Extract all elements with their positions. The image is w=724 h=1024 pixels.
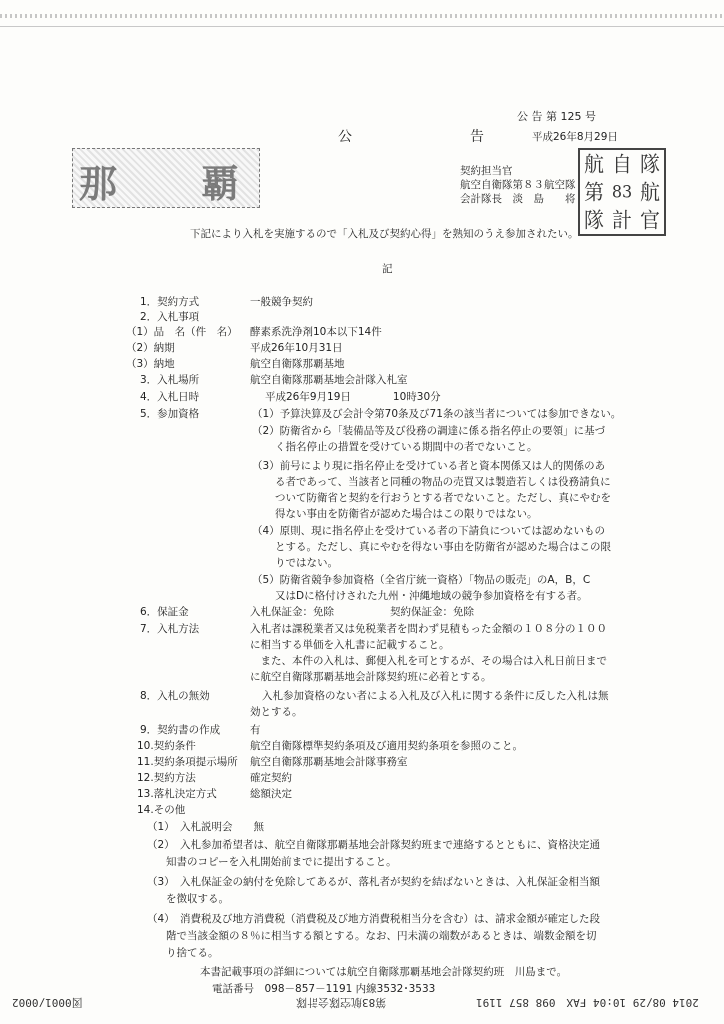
invalid-line: 効とする。 <box>250 706 303 718</box>
page-title: 公 告 <box>338 129 536 145</box>
officer-line: 契約担当官 <box>460 165 513 177</box>
item-label: 14.その他 <box>137 804 186 816</box>
seal-char: 航 <box>584 151 604 177</box>
item-value: 航空自衛隊那覇基地会計隊入札室 <box>250 374 408 386</box>
seal-char: 計 <box>612 207 632 233</box>
fax-page-count: 図0001/0002 <box>12 996 83 1009</box>
item-label: （3）納地 <box>126 358 175 370</box>
item-label: 5．参加資格 <box>140 408 200 420</box>
other-line: 入札説明会 無 <box>180 821 264 833</box>
footer-phone: 電話番号 098－857－1191 内線3532･3533 <box>212 983 436 995</box>
qual-line: （2）防衛省から「装備品等及び役務の調達に係る指名停止の要領」に基づ <box>252 425 606 437</box>
qual-line: （3）前号により現に指名停止を受けている者と資本関係又は人的関係のあ <box>252 460 606 472</box>
qual-line: く指名停止の措置を受けている期間中の者でないこと。 <box>275 441 538 453</box>
seal-char: 第 <box>584 179 604 205</box>
other-line: 知書のコピーを入札開始前までに提出すること。 <box>166 856 397 868</box>
item-value: 航空自衛隊那覇基地 <box>250 358 345 370</box>
item-value: 平成26年10月31日 <box>250 342 343 354</box>
method-line: 入札者は課税業者又は免税業者を問わず見積もった金額の１０８分の１００ <box>250 623 607 635</box>
item-value: 航空自衛隊標準契約条項及び適用契約条項を参照のこと。 <box>250 740 523 752</box>
scan-noise-top <box>0 14 724 18</box>
item-label: 4．入札日時 <box>140 391 200 403</box>
method-line: に相当する単価を入札書に記載すること。 <box>250 639 450 651</box>
seal-char: 83 <box>611 181 633 202</box>
other-line: 消費税及び地方消費税（消費税及び地方消費税相当分を含む）は、請求金額が確定した段 <box>180 913 600 925</box>
item-label: 12.契約方法 <box>137 772 196 784</box>
qual-line: （4）原則、現に指名停止を受けている者の下請負については認めないもの <box>252 525 605 537</box>
qual-line: りではない。 <box>275 557 338 569</box>
officer-line: 会計隊長 淡 島 将 <box>460 193 576 205</box>
other-number: （4） <box>147 913 175 925</box>
item-label: （1）品 名（件 名） <box>126 326 238 338</box>
stamp-char: 那 <box>79 162 120 206</box>
footer-contact: 本書記載事項の詳細については航空自衛隊那覇基地会計隊契約班 川島まで。 <box>200 966 568 978</box>
other-line: 入札保証金の納付を免除してあるが、落札者が契約を結ばないときは、入札保証金相当額 <box>180 876 600 888</box>
fax-sender: 第83航空隊会計隊 <box>296 996 387 1009</box>
invalid-line: 入札参加資格のない者による入札及び入札に関する条件に反した入札は無 <box>262 690 609 702</box>
item-label: 8．入札の無効 <box>140 690 210 702</box>
method-line: に航空自衛隊那覇基地会計隊契約班に必着とする。 <box>250 671 492 683</box>
other-line: 階で当該金額の８％に相当する額とする。なお、円未満の端数があるときは、端数金額を切 <box>166 930 597 942</box>
bid-guarantee: 入札保証金：免除 <box>250 606 334 618</box>
seal-char: 自 <box>612 151 632 177</box>
item-label: （2）納期 <box>126 342 175 354</box>
intro-text: 下記により入札を実施するので「入札及び契約心得」を熟知のうえ参加されたい。 <box>190 228 579 240</box>
scan-line <box>0 26 724 27</box>
qual-line: 又はDに格付けされた九州・沖縄地域の競争参加資格を有する者。 <box>275 590 588 602</box>
seal-char: 隊 <box>640 151 660 177</box>
naha-stamp <box>72 148 260 208</box>
other-number: （2） <box>147 839 175 851</box>
qual-line: る者であって、当該者と同種の物品の売買又は製造若しくは役務請負に <box>275 476 611 488</box>
qual-line: （5）防衛省競争参加資格（全省庁統一資格）「物品の販売」のA，B，C <box>252 574 591 586</box>
officer-line: 航空自衛隊第８３航空隊 <box>460 179 576 191</box>
official-seal <box>578 148 666 236</box>
seal-char: 官 <box>640 207 660 233</box>
item-label: 6．保証金 <box>140 606 189 618</box>
item-value: 酵素系洗浄剤10本以下14件 <box>250 326 382 338</box>
seal-char: 隊 <box>584 207 604 233</box>
item-value: 総額決定 <box>250 788 292 800</box>
item-value: 平成26年9月19日 10時30分 <box>265 391 441 403</box>
item-label: 3．入札場所 <box>140 374 200 386</box>
item-label: 9．契約書の作成 <box>140 724 221 736</box>
other-number: （3） <box>147 876 175 888</box>
other-line: り捨てる。 <box>166 947 219 959</box>
item-label: 13.落札決定方式 <box>137 788 217 800</box>
qual-line: とする。ただし、真にやむを得ない事由を防衛省が認めた場合はこの限 <box>275 541 611 553</box>
other-line: を徴収する。 <box>166 893 229 905</box>
item-value: 確定契約 <box>250 772 292 784</box>
other-line: 入札参加希望者は、航空自衛隊那覇基地会計隊契約班まで連絡するとともに、資格決定通 <box>180 839 600 851</box>
item-value: （1）予算決算及び会計令第70条及び71条の該当者については参加できない。 <box>252 408 622 420</box>
ki-marker: 記 <box>382 263 393 275</box>
item-value: 有 <box>250 724 261 736</box>
item-value: 航空自衛隊那覇基地会計隊事務室 <box>250 756 408 768</box>
contract-guarantee: 契約保証金：免除 <box>390 606 474 618</box>
stamp-char: 覇 <box>201 162 242 206</box>
item-label: 2．入札事項 <box>140 311 200 323</box>
item-label: 10.契約条件 <box>137 740 196 752</box>
other-number: （1） <box>147 821 175 833</box>
item-label: 7．入札方法 <box>140 623 200 635</box>
fax-header: 2014 08/29 10:04 FAX 098 857 1191 <box>476 996 699 1009</box>
seal-char: 航 <box>640 179 660 205</box>
qual-line: 得ない事由を防衛省が認めた場合はこの限りではない。 <box>275 508 538 520</box>
notice-date: 平成26年8月29日 <box>532 131 618 143</box>
notice-number: 公 告 第 125 号 <box>517 110 596 123</box>
item-label: 11.契約条項提示場所 <box>137 756 238 768</box>
qual-line: ついて防衛省と契約を行おうとする者でないこと。ただし、真にやむを <box>275 492 611 504</box>
item-value: 一般競争契約 <box>250 296 313 308</box>
method-line: また、本件の入札は、郵便入札を可とするが、その場合は入札日前日まで <box>250 655 607 667</box>
item-label: 1．契約方式 <box>140 296 200 308</box>
